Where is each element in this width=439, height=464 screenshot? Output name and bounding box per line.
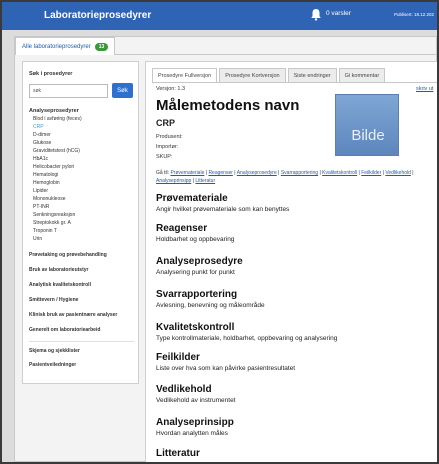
section-desc-analyseprinsipp: Hvordan analytten måles bbox=[156, 430, 228, 437]
goto-link-provemateriale[interactable]: Prøvemateriale bbox=[170, 170, 205, 176]
sidebar-divider bbox=[29, 341, 134, 342]
section-title-vedlikehold: Vedlikehold bbox=[156, 384, 212, 395]
page-title: Målemetodens navn bbox=[156, 97, 300, 114]
tab-fullversjon[interactable]: Prosedyre Fullversjon bbox=[152, 68, 217, 82]
section-desc-reagenser: Holdbarhet og oppbevaring bbox=[156, 236, 235, 243]
sidebar-item-laboratorieutstyr[interactable]: Bruk av laboratorieutstyr bbox=[29, 267, 89, 273]
sidebar-item-crp[interactable]: CRP bbox=[33, 124, 44, 130]
main-tab-strip bbox=[15, 37, 436, 55]
meta-produsent: Produsent: bbox=[156, 134, 183, 140]
sidebar-item-streptokokk[interactable]: Streptokokk gr. A bbox=[33, 220, 71, 226]
goto-link-analyseprinsipp[interactable]: Analyseprinsipp bbox=[156, 178, 192, 184]
sidebar-item-generelt[interactable]: Generelt om laboratoriearbeid bbox=[29, 327, 101, 333]
top-bar bbox=[2, 2, 437, 30]
content-tabs bbox=[152, 68, 387, 82]
procedure-content bbox=[145, 61, 437, 462]
image-placeholder bbox=[335, 94, 399, 156]
section-title-reagenser: Reagenser bbox=[156, 223, 208, 234]
sidebar-item-skjema[interactable]: Skjema og sjekklister bbox=[29, 348, 80, 354]
section-desc-feilkilder: Liste over hva som kan påvirke pasientresultatet bbox=[156, 365, 296, 372]
section-desc-svarrapportering: Avlesning, benevning og måleområde bbox=[156, 302, 265, 309]
tab-all-procedures[interactable] bbox=[15, 37, 115, 55]
analyses-heading[interactable]: Analyseprosedyrer bbox=[29, 108, 79, 114]
sidebar-item-glukose[interactable]: Glukose bbox=[33, 140, 52, 146]
version-label: Versjon: 1.3 bbox=[156, 86, 186, 92]
analysis-code: CRP bbox=[156, 118, 176, 128]
goto-link-reagenser[interactable]: Reagenser bbox=[208, 170, 233, 176]
tab-gi-kommentar[interactable]: Gi kommentar bbox=[339, 68, 386, 82]
section-title-analyseprinsipp: Analyseprinsipp bbox=[156, 417, 234, 428]
goto-nav: Gå til: Prøvemateriale | Reagenser | Analyseprosedyre | Svarrapportering | Kvalitetskontroll | Feilkilder | Vedlikehold | Analyseprinsipp | Litteratur bbox=[156, 170, 414, 184]
sidebar-item-hematologi[interactable]: Hematologi bbox=[33, 172, 59, 178]
sidebar-item-klinisk-bruk[interactable]: Klinisk bruk av pasientnære analyser bbox=[29, 312, 118, 318]
sidebar-item-troponin-t[interactable]: Troponin T bbox=[33, 228, 57, 234]
procedure-count-badge: 13 bbox=[95, 43, 109, 51]
section-title-feilkilder: Feilkilder bbox=[156, 352, 200, 363]
sidebar-item-mononukleose[interactable]: Mononukleose bbox=[33, 196, 66, 202]
tabs-divider bbox=[152, 82, 438, 83]
section-desc-kvalitetskontroll: Type kontrollmateriale, holdbarhet, oppbevaring og analysering bbox=[156, 335, 338, 342]
alerts-count[interactable]: 0 varsler bbox=[326, 10, 351, 17]
tab-siste-endringer[interactable]: Siste endringer bbox=[288, 68, 337, 82]
goto-link-analyseprosedyre[interactable]: Analyseprosedyre bbox=[236, 170, 277, 176]
sidebar-item-smittevern[interactable]: Smittevern / Hygiene bbox=[29, 297, 79, 303]
section-title-kvalitetskontroll: Kvalitetskontroll bbox=[156, 322, 235, 333]
tab-all-procedures-label: Alle laboratorieprosedyrer bbox=[22, 43, 91, 50]
goto-label: Gå til bbox=[156, 170, 168, 176]
app-title[interactable]: Laboratorieprosedyrer bbox=[44, 10, 152, 21]
sidebar-item-pt-inr[interactable]: PT-INR bbox=[33, 204, 50, 210]
sidebar-item-lipider[interactable]: Lipider bbox=[33, 188, 49, 194]
sidebar-item-hemoglobin[interactable]: Hemoglobin bbox=[33, 180, 60, 186]
sidebar-item-urin[interactable]: Urin bbox=[33, 236, 43, 242]
meta-importor: Importør: bbox=[156, 144, 179, 150]
goto-link-litteratur[interactable]: Litteratur bbox=[195, 178, 216, 184]
sidebar-item-graviditetstest[interactable]: Graviditetstest (hCG) bbox=[33, 148, 80, 154]
sidebar-item-helicobacter[interactable]: Helicobacter pylori bbox=[33, 164, 75, 170]
meta-skup: SKUP: bbox=[156, 154, 173, 160]
search-button[interactable]: Søk bbox=[112, 83, 133, 98]
goto-link-kvalitetskontroll[interactable]: Kvalitetskontroll bbox=[322, 170, 358, 176]
sidebar-item-pasientveiledninger[interactable]: Pasientveiledninger bbox=[29, 362, 77, 368]
section-title-svarrapportering: Svarrapportering bbox=[156, 289, 238, 300]
bell-icon[interactable] bbox=[310, 8, 322, 21]
goto-link-svarrapportering[interactable]: Svarrapportering bbox=[280, 170, 319, 176]
section-title-provemateriale: Prøvemateriale bbox=[156, 193, 228, 204]
sidebar-item-provetaking[interactable]: Prøvetaking og prøvebehandling bbox=[29, 252, 107, 258]
goto-link-feilkilder[interactable]: Feilkilder bbox=[361, 170, 382, 176]
sidebar-item-senkningsreaksjon[interactable]: Senkningsreaksjon bbox=[33, 212, 76, 218]
print-link[interactable]: skriv ut bbox=[416, 86, 434, 92]
section-desc-vedlikehold: Vedlikehold av instrumentet bbox=[156, 397, 236, 404]
goto-link-vedlikehold[interactable]: Vedlikehold bbox=[385, 170, 411, 176]
sidebar bbox=[22, 61, 139, 384]
tab-kortversjon[interactable]: Prosedyre Kortversjon bbox=[219, 68, 285, 82]
sidebar-item-blod-i-avforing[interactable]: Blod i avføring (feces) bbox=[33, 116, 82, 122]
sidebar-item-hba1c[interactable]: HbA1c bbox=[33, 156, 49, 162]
section-title-analyseprosedyre: Analyseprosedyre bbox=[156, 256, 243, 267]
search-input[interactable] bbox=[29, 84, 108, 98]
search-heading: Søk i prosedyrer bbox=[29, 71, 73, 77]
section-title-litteratur: Litteratur bbox=[156, 448, 200, 459]
image-label: Bilde bbox=[351, 127, 385, 144]
published-date: Publisert: 18.12.202 bbox=[394, 12, 435, 17]
section-desc-analyseprosedyre: Analysering punkt for punkt bbox=[156, 269, 235, 276]
section-desc-provemateriale: Angir hvilket prøvemateriale som kan benyttes bbox=[156, 206, 290, 213]
sidebar-item-d-dimer[interactable]: D-dimer bbox=[33, 132, 51, 138]
sidebar-item-kvalitetskontroll[interactable]: Analytisk kvalitetskontroll bbox=[29, 282, 91, 288]
